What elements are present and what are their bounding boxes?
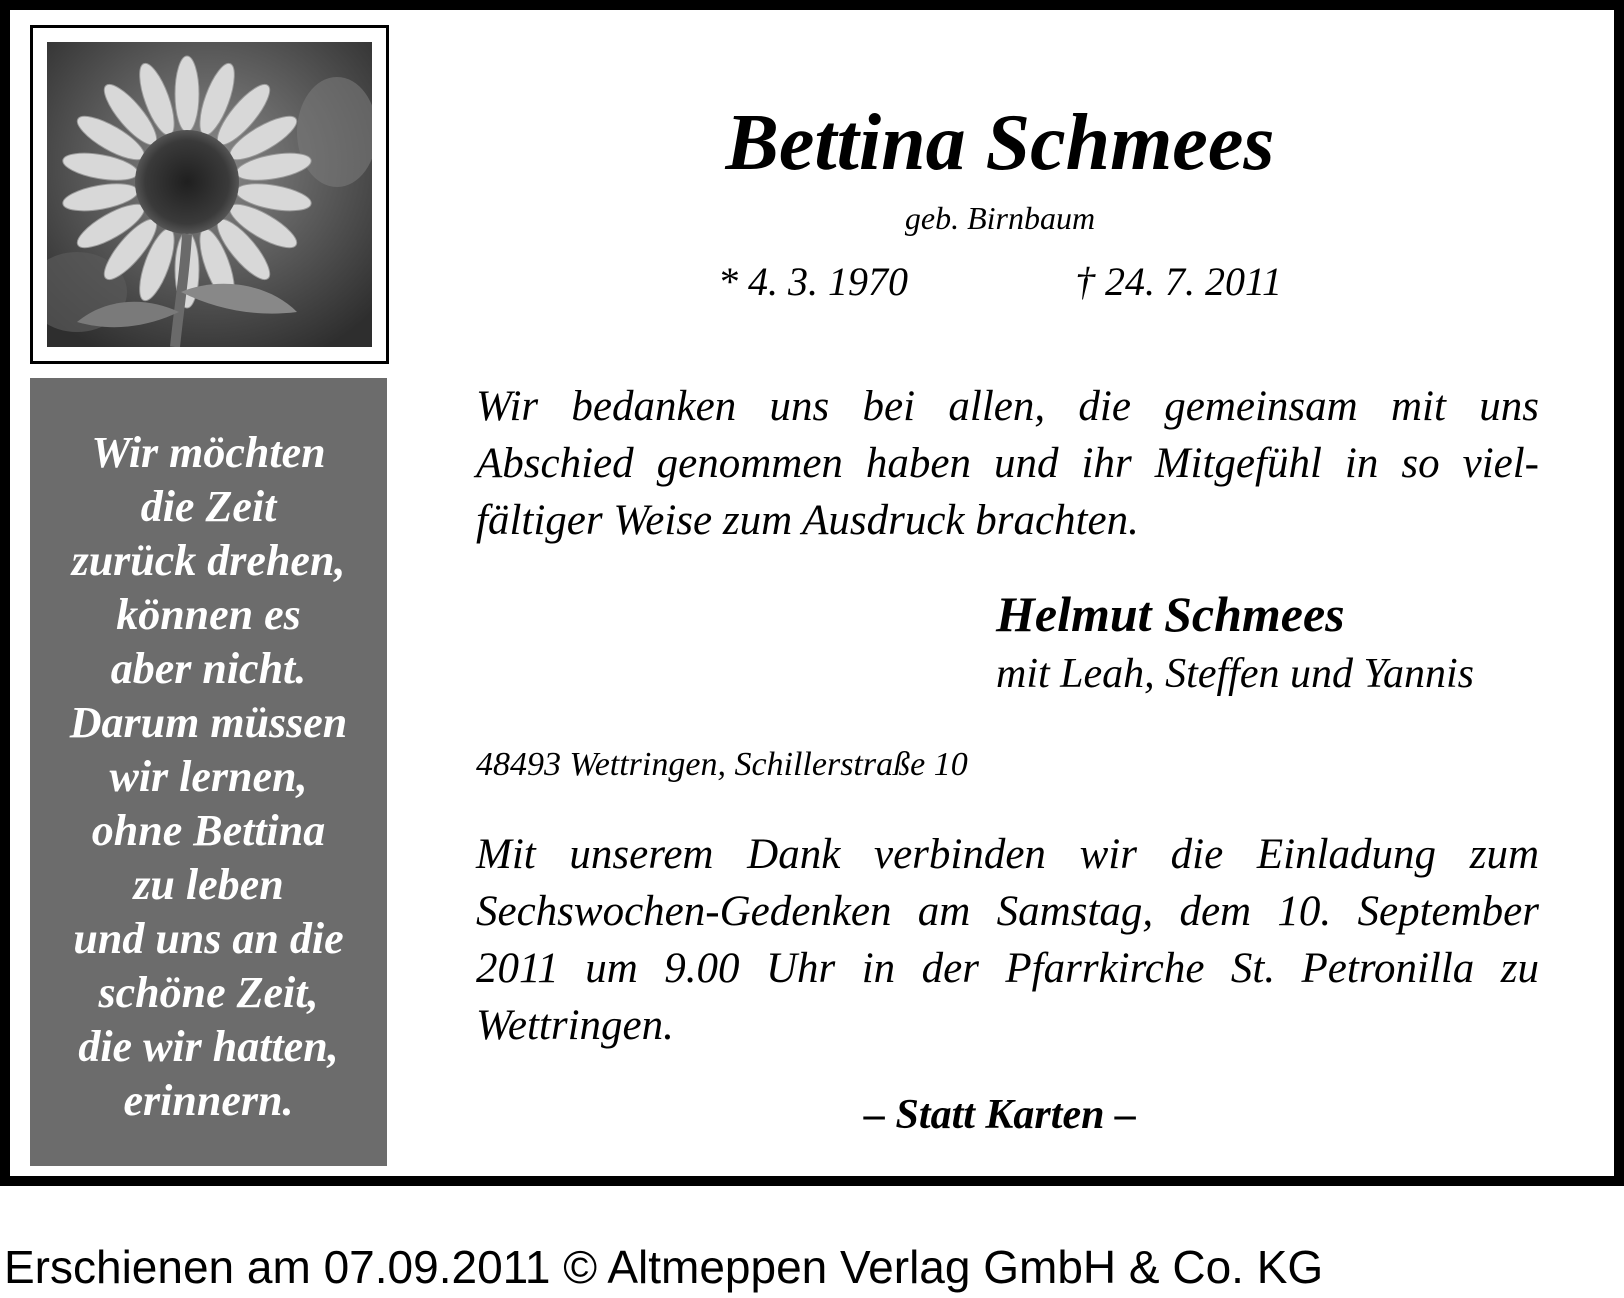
publication-footer: Erschienen am 07.09.2011 © Altmeppen Verlag GmbH & Co. KG [4,1241,1324,1293]
thanks-line: Abschied genommen haben und ihr Mitgefühl in so viel- [476,440,1539,487]
deceased-name: Bettina Schmees [725,99,1275,187]
sunflower-image [47,42,372,347]
closing-note: – Statt Karten – [864,1092,1136,1138]
quote-line: die Zeit [140,482,277,531]
quote-line: Darum müssen [69,698,348,747]
quote-line: die wir hatten, [78,1022,339,1071]
thanks-paragraph [476,378,1539,549]
quote-text [30,426,387,1128]
signatory-family: mit Leah, Steffen und Yannis [996,651,1474,697]
invitation-line: Wettringen. [476,1002,674,1049]
quote-line: aber nicht. [110,644,307,693]
thanks-line: fältiger Weise zum Ausdruck brachten. [476,497,1139,544]
quote-line: zu leben [133,860,284,909]
invitation-line: Mit unserem Dank verbinden wir die Einladung zum [476,831,1539,878]
quote-line: erinnern. [123,1076,294,1125]
quote-line: ohne Bettina [91,806,326,855]
invitation-paragraph [476,826,1539,1054]
quote-line: schöne Zeit, [98,968,319,1017]
quote-panel [30,378,387,1166]
photo-frame [30,25,389,364]
quote-line: können es [116,590,301,639]
invitation-line: Sechswochen-Gedenken am Samstag, dem 10. September [476,888,1539,935]
quote-line: und uns an die [73,914,344,963]
invitation-line: 2011 um 9.00 Uhr in der Pfarrkirche St. Petronilla zu [476,945,1539,992]
death-date: † 24. 7. 2011 [1075,259,1283,304]
quote-line: zurück drehen, [71,536,346,585]
birth-date: * 4. 3. 1970 [718,259,908,304]
address: 48493 Wettringen, Schillerstraße 10 [476,746,968,783]
thanks-line: Wir bedanken uns bei allen, die gemeinsam mit uns [476,383,1539,430]
quote-line: Wir möchten [91,428,326,477]
signatory-name: Helmut Schmees [996,586,1345,642]
quote-line: wir lernen, [109,752,308,801]
maiden-name: geb. Birnbaum [904,200,1096,236]
